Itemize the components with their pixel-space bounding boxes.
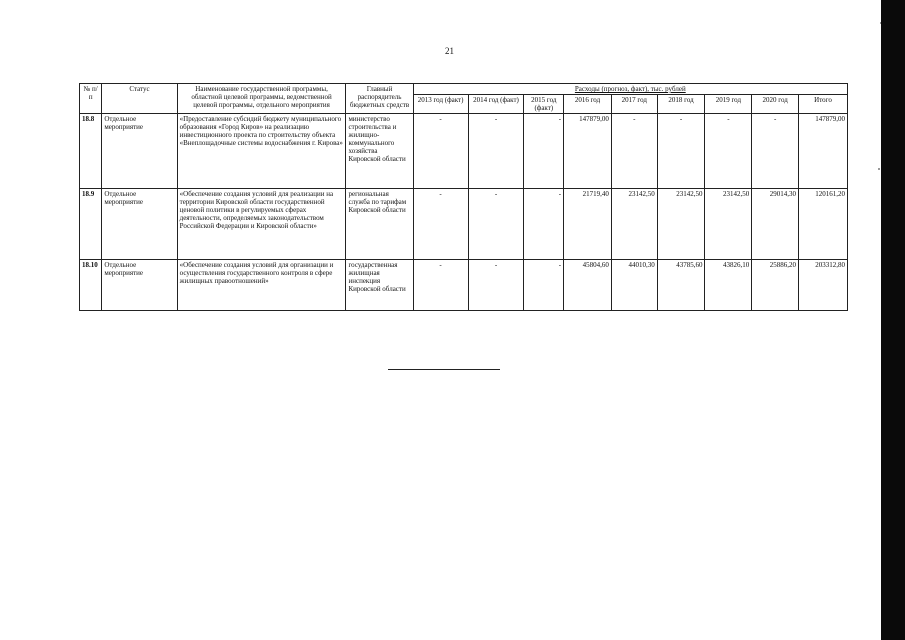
row-value-2019: 23142,50 [705, 189, 752, 260]
row-name: «Обеспечение создания условий для организации и осуществления государственного контроля в сфере жилищных правоотношений» [177, 260, 346, 311]
header-year-2014: 2014 год (факт) [468, 95, 524, 114]
header-admin: Главный распорядитель бюджетных средств [346, 84, 413, 114]
header-year-2013: 2013 год (факт) [413, 95, 468, 114]
row-value-2018: 23142,50 [657, 189, 705, 260]
page-number: 21 [445, 46, 454, 56]
row-value-2014: - [468, 189, 524, 260]
row-value-2016: 21719,40 [564, 189, 612, 260]
row-status: Отдельное мероприятие [102, 260, 177, 311]
row-value-2014: - [468, 114, 524, 189]
row-value-2014: - [468, 260, 524, 311]
header-row-top [80, 84, 848, 95]
table-row [80, 189, 848, 260]
header-year-2020: 2020 год [752, 95, 799, 114]
row-value-2020: 25886,20 [752, 260, 799, 311]
row-admin: региональная служба по тарифам Кировской области [346, 189, 413, 260]
row-value-2013: - [413, 114, 468, 189]
scan-speck [878, 168, 880, 170]
row-value-2016: 147879,00 [564, 114, 612, 189]
header-year-2016: 2016 год [564, 95, 612, 114]
table-row [80, 260, 848, 311]
row-value-2019: - [705, 114, 752, 189]
row-value-2020: - [752, 114, 799, 189]
header-name: Наименование государственной программы, областной целевой программы, ведомственной целевой программы, отдельного мероприятия [177, 84, 346, 114]
row-value-2017: 44010,30 [611, 260, 657, 311]
row-value-total: 147879,00 [799, 114, 848, 189]
row-num: 18.9 [80, 189, 102, 260]
header-year-2018: 2018 год [657, 95, 705, 114]
row-value-2018: - [657, 114, 705, 189]
header-year-2019: 2019 год [705, 95, 752, 114]
footer-divider [388, 369, 500, 370]
row-value-total: 120161,20 [799, 189, 848, 260]
row-value-2013: - [413, 189, 468, 260]
row-name: «Обеспечение создания условий для реализации на территории Кировской области государственной ценовой политики в регулируемых сферах деятельности, определяемых законодательством Российской Федерации и Кировской области» [177, 189, 346, 260]
row-value-2019: 43826,10 [705, 260, 752, 311]
header-year-2017: 2017 год [611, 95, 657, 114]
row-value-2016: 45804,60 [564, 260, 612, 311]
row-admin: министерство строительства и жилищно-коммунального хозяйства Кировской области [346, 114, 413, 189]
row-value-2017: - [611, 114, 657, 189]
header-year-2015: 2015 год (факт) [524, 95, 564, 114]
header-num: № п/п [80, 84, 102, 114]
row-value-2013: - [413, 260, 468, 311]
scan-edge-bar [881, 0, 905, 640]
row-status: Отдельное мероприятие [102, 189, 177, 260]
table-row [80, 114, 848, 189]
row-value-2015: - [524, 260, 564, 311]
row-value-total: 203312,80 [799, 260, 848, 311]
row-value-2018: 43785,60 [657, 260, 705, 311]
row-num: 18.8 [80, 114, 102, 189]
row-num: 18.10 [80, 260, 102, 311]
row-name: «Предоставление субсидий бюджету муниципального образования «Город Киров» на реализацию инвестиционного проекта по строительству объекта «Внеплощадочные системы водоснабжения г. Кирова» [177, 114, 346, 189]
row-value-2015: - [524, 189, 564, 260]
header-total: Итого [799, 95, 848, 114]
expenses-table [79, 83, 848, 311]
row-status: Отдельное мероприятие [102, 114, 177, 189]
row-value-2020: 29014,30 [752, 189, 799, 260]
header-expenses: Расходы (прогноз, факт), тыс. рублей [413, 84, 847, 95]
header-status: Статус [102, 84, 177, 114]
row-value-2017: 23142,50 [611, 189, 657, 260]
row-value-2015: - [524, 114, 564, 189]
row-admin: государственная жилищная инспекция Кировской области [346, 260, 413, 311]
